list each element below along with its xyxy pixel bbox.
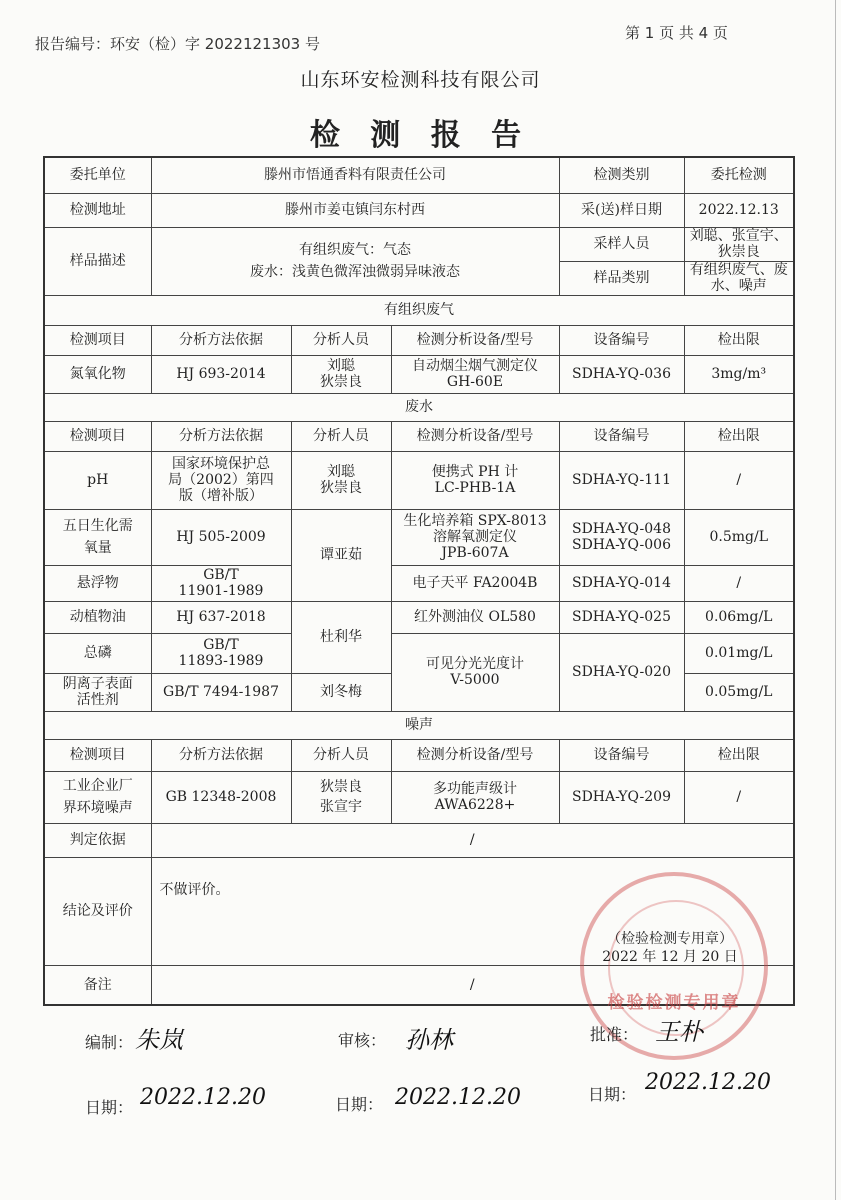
cell-equipment: 红外测油仪 OL580: [391, 601, 559, 633]
equipment-name: 自动烟尘烟气测定仪: [412, 358, 538, 374]
cell-analyst: 谭亚茹: [291, 509, 391, 601]
item-line: 活性剂: [76, 692, 119, 708]
cell-method: [151, 451, 291, 509]
analyst-name: 张宣宇: [320, 799, 362, 815]
analyst-name: 狄崇良: [320, 374, 362, 390]
method-line: 11893-1989: [178, 653, 264, 669]
date-label: 日期：: [85, 1098, 134, 1117]
cell-limit: 0.05mg/L: [684, 673, 794, 711]
cell-method: GB 12348-2008: [151, 771, 291, 823]
equipment-model: GH-60E: [446, 374, 504, 390]
equipment-model: JPB-607A: [441, 545, 509, 561]
sample-date-value: 2022.12.13: [684, 193, 794, 227]
table-row: [44, 157, 794, 193]
cell-item: 总磷: [44, 633, 151, 673]
review-signature: 孙林: [405, 1026, 453, 1054]
sampler-label: 采样人员: [559, 227, 684, 261]
col-header: 分析方法依据: [151, 421, 291, 451]
cell-item: 悬浮物: [44, 565, 151, 601]
section-row: [44, 393, 794, 421]
cell-equipment: [391, 633, 559, 711]
basis-label: 判定依据: [44, 823, 151, 857]
method-line: 11901-1989: [178, 583, 264, 599]
cell-equip-no: SDHA-YQ-020: [559, 633, 684, 711]
cell-limit: 3mg/m³: [684, 355, 794, 393]
review-date: 2022.12.20: [395, 1085, 521, 1110]
section-row: [44, 711, 794, 739]
report-number: 报告编号：环安（检）字 2022121303 号: [35, 35, 320, 53]
table-row: [44, 227, 794, 261]
cell-method: HJ 693-2014: [151, 355, 291, 393]
cell-equipment: [391, 451, 559, 509]
col-header: 分析人员: [291, 739, 391, 771]
column-header-row: [44, 739, 794, 771]
equipment-name: 可见分光光度计: [426, 656, 524, 672]
cell-equipment: [391, 771, 559, 823]
table-row: [44, 771, 794, 823]
method-line: GB/T: [203, 637, 239, 653]
sample-date-label: 采(送)样日期: [559, 193, 684, 227]
equip-no-line: SDHA-YQ-048: [571, 521, 671, 537]
cell-method: GB/T 7494-1987: [151, 673, 291, 711]
cell-equipment: [391, 355, 559, 393]
cell-item: 动植物油: [44, 601, 151, 633]
col-header: 分析人员: [291, 325, 391, 355]
remark-label: 备注: [44, 965, 151, 1005]
table-row: [44, 509, 794, 565]
cell-limit: 0.01mg/L: [684, 633, 794, 673]
prepared-label: 编制：: [85, 1033, 134, 1052]
cell-analyst: [291, 451, 391, 509]
seal-note: [590, 930, 750, 966]
conclusion-value: 不做评价。: [151, 857, 794, 965]
section-title-water: 废水: [44, 393, 794, 421]
review-label: 审核：: [338, 1031, 387, 1050]
address-label: 检测地址: [44, 193, 151, 227]
section-title-noise: 噪声: [44, 711, 794, 739]
cell-equip-no: SDHA-YQ-036: [559, 355, 684, 393]
col-header: 设备编号: [559, 421, 684, 451]
table-row: [44, 193, 794, 227]
col-header: 检出限: [684, 739, 794, 771]
analyst-name: 刘聪: [327, 358, 355, 374]
table-row: [44, 451, 794, 509]
section-title-gas: 有组织废气: [44, 295, 794, 325]
page-title: 检 测 报 告: [309, 118, 532, 153]
section-row: [44, 295, 794, 325]
cell-equip-no: SDHA-YQ-111: [559, 451, 684, 509]
table-row: [44, 355, 794, 393]
equipment-model: AWA6228+: [434, 797, 516, 813]
page-indicator: 第 1 页 共 4 页: [625, 24, 728, 42]
cell-equip-no: SDHA-YQ-014: [559, 565, 684, 601]
cell-analyst: 刘冬梅: [291, 673, 391, 711]
analyst-name: 狄崇良: [320, 480, 362, 496]
table-row: [44, 633, 794, 673]
category-label: 样品类别: [559, 261, 684, 295]
item-line: 工业企业厂: [62, 778, 133, 794]
prepared-date: 2022.12.20: [140, 1085, 266, 1110]
col-header: 检出限: [684, 325, 794, 355]
seal-text: 检验检测专用章: [607, 993, 741, 1013]
cell-item: 氮氧化物: [44, 355, 151, 393]
approve-signature: 王朴: [655, 1018, 703, 1046]
cell-equipment: [391, 509, 559, 565]
cell-analyst: [291, 771, 391, 823]
cell-analyst: 杜利华: [291, 601, 391, 673]
cell-equip-no: SDHA-YQ-209: [559, 771, 684, 823]
cell-item: pH: [44, 451, 151, 509]
column-header-row: [44, 421, 794, 451]
item-line: 氧量: [83, 540, 112, 556]
cell-item: [44, 509, 151, 565]
equipment-name: 多功能声级计: [433, 781, 517, 797]
category-value: 有组织废气、废水、噪声: [684, 261, 794, 295]
cell-equip-no: SDHA-YQ-025: [559, 601, 684, 633]
sampler-value: 刘聪、张宣宇、狄崇良: [684, 227, 794, 261]
client-label: 委托单位: [44, 157, 151, 193]
col-header: 分析方法依据: [151, 325, 291, 355]
client-value: 滕州市悟通香料有限责任公司: [151, 157, 559, 193]
column-header-row: [44, 325, 794, 355]
equipment-name: 生化培养箱 SPX-8013: [403, 513, 547, 529]
seal-note-title: （检验检测专用章）: [607, 931, 733, 947]
scan-edge-line: [835, 0, 836, 1200]
prepared-signature: 朱岚: [135, 1026, 183, 1054]
cell-equip-no: [559, 509, 684, 565]
analyst-name: 狄崇良: [320, 779, 362, 795]
col-header: 检测分析设备/型号: [391, 325, 559, 355]
col-header: 检测分析设备/型号: [391, 739, 559, 771]
item-line: 界环境噪声: [62, 800, 133, 816]
cell-analyst: [291, 355, 391, 393]
cell-limit: /: [684, 451, 794, 509]
col-header: 设备编号: [559, 325, 684, 355]
cell-method: [151, 565, 291, 601]
desc-value: [151, 227, 559, 295]
table-row: [44, 565, 794, 601]
date-label: 日期：: [335, 1095, 384, 1114]
col-header: 检测项目: [44, 325, 151, 355]
basis-value: /: [151, 823, 794, 857]
cell-method: [151, 633, 291, 673]
desc-line: 废水：浅黄色微浑浊微弱异味液态: [250, 264, 460, 280]
cell-method: HJ 637-2018: [151, 601, 291, 633]
table-row: [44, 823, 794, 857]
col-header: 检测项目: [44, 739, 151, 771]
cell-limit: /: [684, 771, 794, 823]
test-type-value: 委托检测: [684, 157, 794, 193]
equipment-name: 溶解氧测定仪: [433, 529, 517, 545]
approve-date: 2022.12.20: [645, 1070, 771, 1095]
desc-line: 有组织废气：气态: [299, 242, 411, 258]
remark-value: /: [151, 965, 794, 1005]
seal-note-date: 2022 年 12 月 20 日: [602, 949, 738, 965]
col-header: 检测项目: [44, 421, 151, 451]
equipment-model: V-5000: [450, 672, 500, 688]
method-line: 局（2002）第四: [168, 472, 274, 488]
item-line: 五日生化需: [62, 518, 133, 534]
cell-limit: 0.06mg/L: [684, 601, 794, 633]
equipment-model: LC-PHB-1A: [434, 480, 516, 496]
col-header: 检出限: [684, 421, 794, 451]
company-name: 山东环安检测科技有限公司: [300, 69, 541, 91]
equipment-name: 便携式 PH 计: [431, 464, 519, 480]
col-header: 分析方法依据: [151, 739, 291, 771]
equip-no-line: SDHA-YQ-006: [571, 537, 671, 553]
table-row: [44, 601, 794, 633]
cell-limit: 0.5mg/L: [684, 509, 794, 565]
cell-method: HJ 505-2009: [151, 509, 291, 565]
col-header: 检测分析设备/型号: [391, 421, 559, 451]
analyst-name: 刘聪: [327, 464, 355, 480]
cell-item: [44, 673, 151, 711]
desc-label: 样品描述: [44, 227, 151, 295]
cell-equipment: 电子天平 FA2004B: [391, 565, 559, 601]
col-header: 分析人员: [291, 421, 391, 451]
test-type-label: 检测类别: [559, 157, 684, 193]
method-line: GB/T: [203, 567, 239, 583]
cell-item: [44, 771, 151, 823]
method-line: 国家环境保护总: [172, 456, 270, 472]
date-label: 日期：: [588, 1085, 637, 1104]
item-line: 阴离子表面: [62, 676, 133, 692]
method-line: 版（增补版）: [179, 488, 263, 504]
approve-label: 批准：: [590, 1025, 639, 1044]
conclusion-label: 结论及评价: [44, 857, 151, 965]
address-value: 滕州市姜屯镇闫东村西: [151, 193, 559, 227]
col-header: 设备编号: [559, 739, 684, 771]
cell-limit: /: [684, 565, 794, 601]
